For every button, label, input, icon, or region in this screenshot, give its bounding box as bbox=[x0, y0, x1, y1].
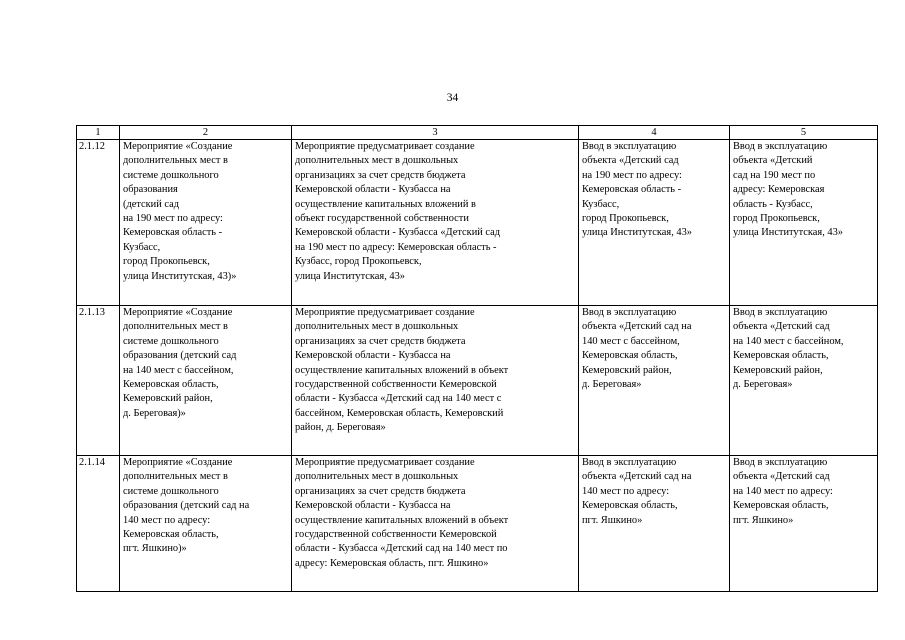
measure-description-cell: Мероприятие предусматривает создание дополнительных мест в дошкольных организациях за счет средств бюджета Кемеровской области - Кузбасса на осуществление капитальных вложений в объект государственной собственности Кемеровской области - Кузбасса «Детский сад на 190 мест по адресу: Кемеровская область - Кузбасс, город Прокопьевск, улица Институтская, 43» bbox=[292, 140, 579, 306]
column-header-5: 5 bbox=[730, 126, 878, 140]
table-row bbox=[77, 140, 878, 306]
row-number: 2.1.13 bbox=[77, 306, 120, 456]
column-header-2: 2 bbox=[120, 126, 292, 140]
row-number: 2.1.14 bbox=[77, 456, 120, 592]
measure-name-cell: Мероприятие «Создание дополнительных мест в системе дошкольного образования (детский сад на 140 мест по адресу: Кемеровская область, пгт. Яшкино)» bbox=[120, 456, 292, 592]
column-header-4: 4 bbox=[579, 126, 730, 140]
measure-description-cell: Мероприятие предусматривает создание дополнительных мест в дошкольных организациях за счет средств бюджета Кемеровской области - Кузбасса на осуществление капитальных вложений в объект государственной собственности Кемеровской области - Кузбасса «Детский сад на 140 мест по адресу: Кемеровская область, пгт. Яшкино» bbox=[292, 456, 579, 592]
measure-description-cell: Мероприятие предусматривает создание дополнительных мест в дошкольных организациях за счет средств бюджета Кемеровской области - Кузбасса на осуществление капитальных вложений в объект государственной собственности Кемеровской области - Кузбасса «Детский сад на 140 мест с бассейном, Кемеровская область, Кемеровский район, д. Береговая» bbox=[292, 306, 579, 456]
measures-table bbox=[76, 125, 878, 592]
column-header-3: 3 bbox=[292, 126, 579, 140]
measure-name-cell: Мероприятие «Создание дополнительных мест в системе дошкольного образования (детский сад на 140 мест с бассейном, Кемеровская область, Кемеровский район, д. Береговая)» bbox=[120, 306, 292, 456]
table-header-row bbox=[77, 126, 878, 140]
indicator-cell: Ввод в эксплуатацию объекта «Детский сад на 190 мест по адресу: Кемеровская область - Кузбасс, город Прокопьевск, улица Институтская, 43» bbox=[730, 140, 878, 306]
row-number: 2.1.12 bbox=[77, 140, 120, 306]
page-number: 34 bbox=[446, 92, 459, 104]
table-row bbox=[77, 456, 878, 592]
result-cell: Ввод в эксплуатацию объекта «Детский сад на 140 мест по адресу: Кемеровская область, пгт. Яшкино» bbox=[579, 456, 730, 592]
indicator-cell: Ввод в эксплуатацию объекта «Детский сад на 140 мест по адресу: Кемеровская область, пгт. Яшкино» bbox=[730, 456, 878, 592]
result-cell: Ввод в эксплуатацию объекта «Детский сад на 140 мест с бассейном, Кемеровская область, Кемеровский район, д. Береговая» bbox=[579, 306, 730, 456]
table-row bbox=[77, 306, 878, 456]
result-cell: Ввод в эксплуатацию объекта «Детский сад на 190 мест по адресу: Кемеровская область - Кузбасс, город Прокопьевск, улица Институтская, 43» bbox=[579, 140, 730, 306]
measure-name-cell: Мероприятие «Создание дополнительных мест в системе дошкольного образования (детский сад на 190 мест по адресу: Кемеровская область - Кузбасс, город Прокопьевск, улица Институтская, 43)» bbox=[120, 140, 292, 306]
indicator-cell: Ввод в эксплуатацию объекта «Детский сад на 140 мест с бассейном, Кемеровская область, Кемеровский район, д. Береговая» bbox=[730, 306, 878, 456]
column-header-1: 1 bbox=[77, 126, 120, 140]
